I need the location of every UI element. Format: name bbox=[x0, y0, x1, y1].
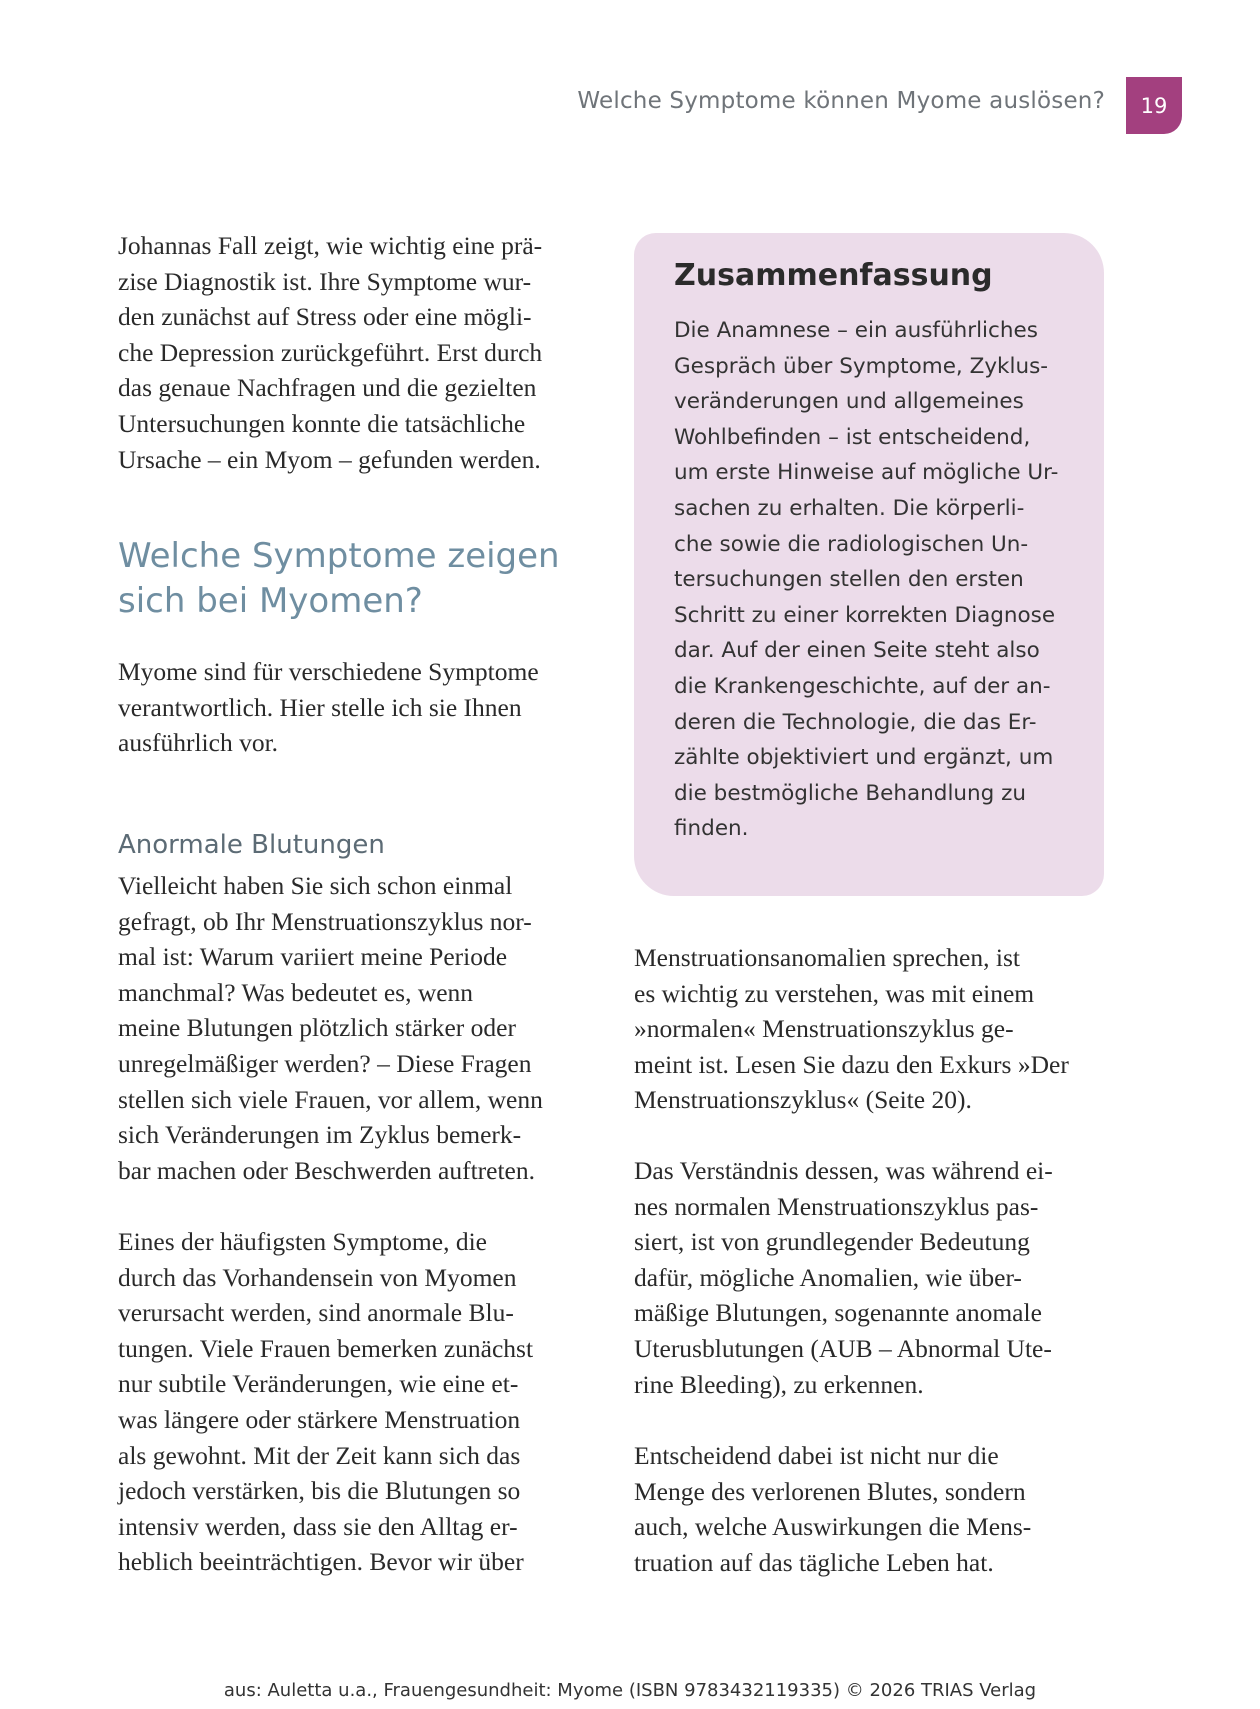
page-number-tab bbox=[1126, 77, 1182, 134]
subheading-anormale-blutungen: Anormale Blutungen bbox=[118, 830, 385, 860]
summary-line: sachen zu erhalten. Die körperli- bbox=[674, 495, 1025, 521]
text-line: es wichtig zu verstehen, was mit einem bbox=[634, 978, 1035, 1008]
text-line: Das Verständnis dessen, was während ei- bbox=[634, 1156, 1053, 1185]
paragraph-questions bbox=[118, 868, 543, 1188]
text-line: ausführlich vor. bbox=[118, 728, 279, 758]
text-line: intensiv werden, dass sie den Alltag er- bbox=[118, 1511, 518, 1541]
text-line: durch das Vorhandensein von Myomen bbox=[118, 1262, 517, 1292]
text-line: che Depression zurückgeführt. Erst durch bbox=[118, 337, 543, 367]
text-line: Eines der häufigsten Symptome, die bbox=[118, 1227, 487, 1256]
text-line: stellen sich viele Frauen, vor allem, wenn bbox=[118, 1084, 543, 1114]
paragraph-understanding bbox=[634, 1153, 1053, 1402]
text-line: verantwortlich. Hier stelle ich sie Ihnen bbox=[118, 692, 522, 722]
summary-line: die bestmögliche Behandlung zu bbox=[674, 780, 1027, 806]
text-line: Entscheidend dabei ist nicht nur die bbox=[634, 1441, 999, 1470]
summary-line: deren die Technologie, die das Er- bbox=[674, 709, 1037, 735]
text-line: verursacht werden, sind anormale Blu- bbox=[118, 1298, 514, 1328]
text-line: zise Diagnostik ist. Ihre Symptome wur- bbox=[118, 266, 532, 296]
text-line: Ursache – ein Myom – gefunden werden. bbox=[118, 444, 541, 474]
paragraph-symptoms bbox=[118, 1224, 533, 1580]
intro-paragraph bbox=[118, 228, 542, 477]
summary-line: um erste Hinweise auf mögliche Ur- bbox=[674, 460, 1059, 486]
page-number: 19 bbox=[1140, 93, 1168, 118]
text-line: auch, welche Auswirkungen die Mens- bbox=[634, 1512, 1032, 1542]
text-line: meint ist. Lesen Sie dazu den Exkurs »Der bbox=[634, 1049, 1069, 1079]
summary-text bbox=[674, 313, 1058, 847]
summary-line: tersuchungen stellen den ersten bbox=[674, 567, 1024, 593]
section-intro-paragraph bbox=[118, 654, 539, 761]
text-line: dafür, mögliche Anomalien, wie über- bbox=[634, 1262, 1022, 1292]
summary-line: finden. bbox=[674, 816, 749, 842]
summary-line: zählte objektiviert und ergänzt, um bbox=[674, 745, 1054, 771]
text-line: »normalen« Menstruationszyklus ge- bbox=[634, 1014, 1014, 1044]
running-head-title: Welche Symptome können Myome auslösen? bbox=[577, 88, 1105, 114]
text-line: mal ist: Warum variiert meine Periode bbox=[118, 942, 508, 972]
heading-line: sich bei Myomen? bbox=[118, 581, 423, 621]
text-line: Uterusblutungen (AUB – Abnormal Ute- bbox=[634, 1333, 1052, 1363]
text-line: jedoch verstärken, bis die Blutungen so bbox=[118, 1476, 521, 1506]
text-line: Vielleicht haben Sie sich schon einmal bbox=[118, 871, 513, 900]
text-line: meine Blutungen plötzlich stärker oder bbox=[118, 1013, 516, 1043]
text-line: Menge des verlorenen Blutes, sondern bbox=[634, 1476, 1026, 1506]
text-line: manchmal? Was bedeutet es, wenn bbox=[118, 977, 474, 1007]
footer-source-line: aus: Auletta u.a., Frauengesundheit: Myome (ISBN 9783432119335) © 2026 TRIAS Verlag bbox=[223, 1680, 1037, 1701]
text-line: Myome sind für verschiedene Symptome bbox=[118, 657, 539, 686]
text-line: bar machen oder Beschwerden auftreten. bbox=[118, 1155, 536, 1185]
text-line: heblich beeinträchtigen. Bevor wir über bbox=[118, 1547, 524, 1577]
text-line: das genaue Nachfragen und die gezielten bbox=[118, 373, 537, 403]
text-line: Johannas Fall zeigt, wie wichtig eine prä- bbox=[118, 231, 543, 260]
text-line: den zunächst auf Stress oder eine mögli- bbox=[118, 302, 532, 332]
heading-line: Welche Symptome zeigen bbox=[118, 536, 560, 576]
text-line: nur subtile Veränderungen, wie eine et- bbox=[118, 1369, 519, 1399]
text-line: Menstruationszyklus« (Seite 20). bbox=[634, 1085, 972, 1115]
text-line: gefragt, ob Ihr Menstruationszyklus nor- bbox=[118, 906, 532, 936]
summary-line: die Krankengeschichte, auf der an- bbox=[674, 673, 1051, 699]
summary-line: Gespräch über Symptome, Zyklus- bbox=[674, 353, 1049, 379]
summary-line: che sowie die radiologischen Un- bbox=[674, 531, 1029, 557]
text-line: sich Veränderungen im Zyklus bemerk- bbox=[118, 1120, 522, 1150]
text-line: was längere oder stärkere Menstruation bbox=[118, 1404, 521, 1434]
text-line: rine Bleeding), zu erkennen. bbox=[634, 1369, 924, 1399]
summary-line: Wohlbefinden – ist entscheidend, bbox=[674, 424, 1031, 450]
summary-line: veränderungen und allgemeines bbox=[674, 389, 1024, 415]
text-line: Menstruationsanomalien sprechen, ist bbox=[634, 943, 1020, 972]
text-line: mäßige Blutungen, sogenannte anomale bbox=[634, 1298, 1042, 1328]
summary-line: Schritt zu einer korrekten Diagnose bbox=[674, 602, 1056, 628]
summary-title: Zusammenfassung bbox=[674, 258, 993, 293]
summary-line: Die Anamnese – ein ausführliches bbox=[674, 318, 1038, 343]
text-line: als gewohnt. Mit der Zeit kann sich das bbox=[118, 1440, 521, 1470]
text-line: siert, ist von grundlegender Bedeutung bbox=[634, 1227, 1030, 1257]
summary-line: dar. Auf der einen Seite steht also bbox=[674, 638, 1040, 664]
text-line: truation auf das tägliche Leben hat. bbox=[634, 1547, 994, 1577]
text-line: nes normalen Menstruationszyklus pas- bbox=[634, 1191, 1039, 1221]
section-heading bbox=[118, 534, 560, 624]
paragraph-decisive bbox=[634, 1438, 1031, 1580]
paragraph-menstruation-anomalies bbox=[634, 940, 1069, 1118]
summary-box bbox=[634, 233, 1104, 896]
text-line: tungen. Viele Frauen bemerken zunächst bbox=[118, 1333, 534, 1363]
text-line: unregelmäßiger werden? – Diese Fragen bbox=[118, 1048, 532, 1078]
text-line: Untersuchungen konnte die tatsächliche bbox=[118, 408, 526, 438]
